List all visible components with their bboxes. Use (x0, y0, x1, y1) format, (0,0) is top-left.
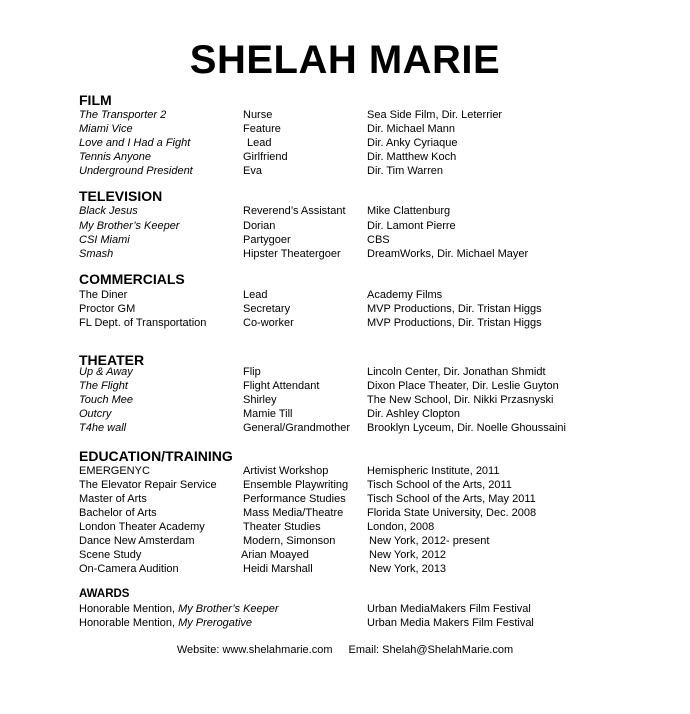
education-row (0, 506, 690, 520)
theater-credit-row (0, 407, 690, 421)
film-production: Dir. Matthew Koch (367, 151, 457, 163)
commercial-credit-row (0, 316, 690, 330)
film-title: Tennis Anyone (79, 151, 151, 163)
film-title: Love and I Had a Fight (79, 137, 191, 149)
education-program: Scene Study (79, 549, 142, 561)
education-row (0, 478, 690, 492)
film-role: Nurse (243, 109, 273, 121)
award-work-title: My Prerogative (178, 617, 253, 629)
education-focus: Arian Moayed (241, 549, 309, 561)
theater-role: Mamie Till (243, 408, 293, 420)
education-institution: Hemispheric Institute, 2011 (367, 465, 500, 477)
television-title: CSI Miami (79, 234, 130, 246)
commercial-credit-row (0, 302, 690, 316)
film-role: Girlfriend (243, 151, 288, 163)
theater-title: Outcry (79, 408, 112, 420)
award-prefix: Honorable Mention, (79, 603, 179, 615)
theater-title: T4he wall (79, 422, 127, 434)
education-institution: New York, 2013 (369, 563, 447, 575)
theater-production: Brooklyn Lyceum, Dir. Noelle Ghoussaini (367, 422, 566, 434)
education-program: EMERGENYC (79, 465, 150, 477)
television-role: Dorian (243, 220, 276, 232)
theater-credit-row (0, 393, 690, 407)
education-program: The Elevator Repair Service (79, 479, 217, 491)
education-row (0, 492, 690, 506)
television-credit-row (0, 204, 690, 218)
theater-production: The New School, Dir. Nikki Przasnyski (367, 394, 554, 406)
theater-production: Dixon Place Theater, Dir. Leslie Guyton (367, 380, 559, 392)
education-focus: Theater Studies (243, 521, 321, 533)
theater-credit-row (0, 421, 690, 435)
television-production: Dir. Lamont Pierre (367, 220, 456, 232)
theater-role: Flight Attendant (243, 380, 320, 392)
theater-credit-row (0, 379, 690, 393)
theater-production: Lincoln Center, Dir. Jonathan Shmidt (367, 366, 546, 378)
education-institution: Tisch School of the Arts, May 2011 (367, 493, 536, 505)
education-row (0, 520, 690, 534)
television-title: My Brother’s Keeper (79, 220, 180, 232)
television-role: Hipster Theatergoer (243, 248, 341, 260)
theater-title: The Flight (79, 380, 128, 392)
theater-role: General/Grandmother (243, 422, 350, 434)
education-program: Bachelor of Arts (79, 507, 157, 519)
television-credit-row (0, 233, 690, 247)
theater-title: Touch Mee (79, 394, 134, 406)
section-heading-commercials: COMMERCIALS (79, 271, 185, 287)
award-row (0, 616, 690, 630)
education-focus: Artivist Workshop (243, 465, 329, 477)
theater-role: Flip (243, 366, 261, 378)
film-credit-row (0, 108, 690, 122)
award-work-title: My Brother’s Keeper (178, 603, 279, 615)
commercial-credit-row (0, 288, 690, 302)
education-program: Master of Arts (79, 493, 147, 505)
award-row (0, 602, 690, 616)
education-institution: New York, 2012 (369, 549, 447, 561)
theater-credit-row (0, 365, 690, 379)
section-heading-awards: AWARDS (79, 588, 130, 600)
film-credit-row (0, 164, 690, 178)
theater-production: Dir. Ashley Clopton (367, 408, 460, 420)
education-row (0, 534, 690, 548)
commercial-role: Co-worker (243, 317, 294, 329)
film-production: Dir. Tim Warren (367, 165, 443, 177)
film-role: Feature (243, 123, 281, 135)
award-description (79, 616, 252, 630)
commercial-production: Academy Films (367, 289, 443, 301)
commercial-title: The Diner (79, 289, 128, 301)
section-heading-film: FILM (79, 92, 112, 108)
education-focus: Performance Studies (243, 493, 346, 505)
television-role: Reverend’s Assistant (243, 205, 346, 217)
film-title: Underground President (79, 165, 193, 177)
section-heading-theater: THEATER (79, 352, 145, 368)
film-title: Miami Vice (79, 123, 133, 135)
education-institution: Tisch School of the Arts, 2011 (367, 479, 512, 491)
award-prefix: Honorable Mention, (79, 617, 179, 629)
television-title: Smash (79, 248, 114, 260)
television-role: Partygoer (243, 234, 291, 246)
education-row (0, 464, 690, 478)
award-description (79, 602, 279, 616)
education-focus: Ensemble Playwriting (243, 479, 349, 491)
section-heading-television: TELEVISION (79, 188, 163, 204)
film-production: Sea Side Film, Dir. Leterrier (367, 109, 503, 121)
television-production: Mike Clattenburg (367, 205, 451, 217)
education-institution: Florida State University, Dec. 2008 (367, 507, 537, 519)
film-title: The Transporter 2 (79, 109, 167, 121)
film-production: Dir. Anky Cyriaque (367, 137, 458, 149)
film-credit-row (0, 122, 690, 136)
education-row (0, 562, 690, 576)
film-credit-row (0, 136, 690, 150)
television-production: DreamWorks, Dir. Michael Mayer (367, 248, 529, 260)
commercial-production: MVP Productions, Dir. Tristan Higgs (367, 317, 542, 329)
award-organization: Urban MediaMakers Film Festival (367, 603, 531, 615)
commercial-role: Lead (243, 289, 268, 301)
website-link[interactable]: Website: www.shelahmarie.com (176, 644, 333, 656)
film-credit-row (0, 150, 690, 164)
contact-footer (0, 643, 690, 657)
commercial-title: Proctor GM (79, 303, 136, 315)
television-title: Black Jesus (79, 205, 138, 217)
resume-name: SHELAH MARIE (189, 38, 501, 82)
film-role: Lead (247, 137, 272, 149)
commercial-title: FL Dept. of Transportation (79, 317, 207, 329)
film-role: Eva (243, 165, 262, 177)
email-link[interactable]: Email: Shelah@ShelahMarie.com (348, 644, 514, 656)
education-institution: London, 2008 (367, 521, 435, 533)
television-credit-row (0, 219, 690, 233)
section-heading-education: EDUCATION/TRAINING (79, 448, 233, 464)
education-program: On-Camera Audition (79, 563, 179, 575)
education-focus: Modern, Simonson (243, 535, 336, 547)
education-focus: Mass Media/Theatre (243, 507, 344, 519)
education-institution: New York, 2012- present (369, 535, 490, 547)
television-credit-row (0, 247, 690, 261)
education-row (0, 548, 690, 562)
commercial-role: Secretary (243, 303, 291, 315)
commercial-production: MVP Productions, Dir. Tristan Higgs (367, 303, 542, 315)
theater-title: Up & Away (79, 366, 133, 378)
education-focus: Heidi Marshall (243, 563, 313, 575)
education-program: Dance New Amsterdam (79, 535, 195, 547)
film-production: Dir. Michael Mann (367, 123, 456, 135)
theater-role: Shirley (243, 394, 277, 406)
television-production: CBS (367, 234, 390, 246)
award-organization: Urban Media Makers Film Festival (367, 617, 534, 629)
education-program: London Theater Academy (79, 521, 205, 533)
